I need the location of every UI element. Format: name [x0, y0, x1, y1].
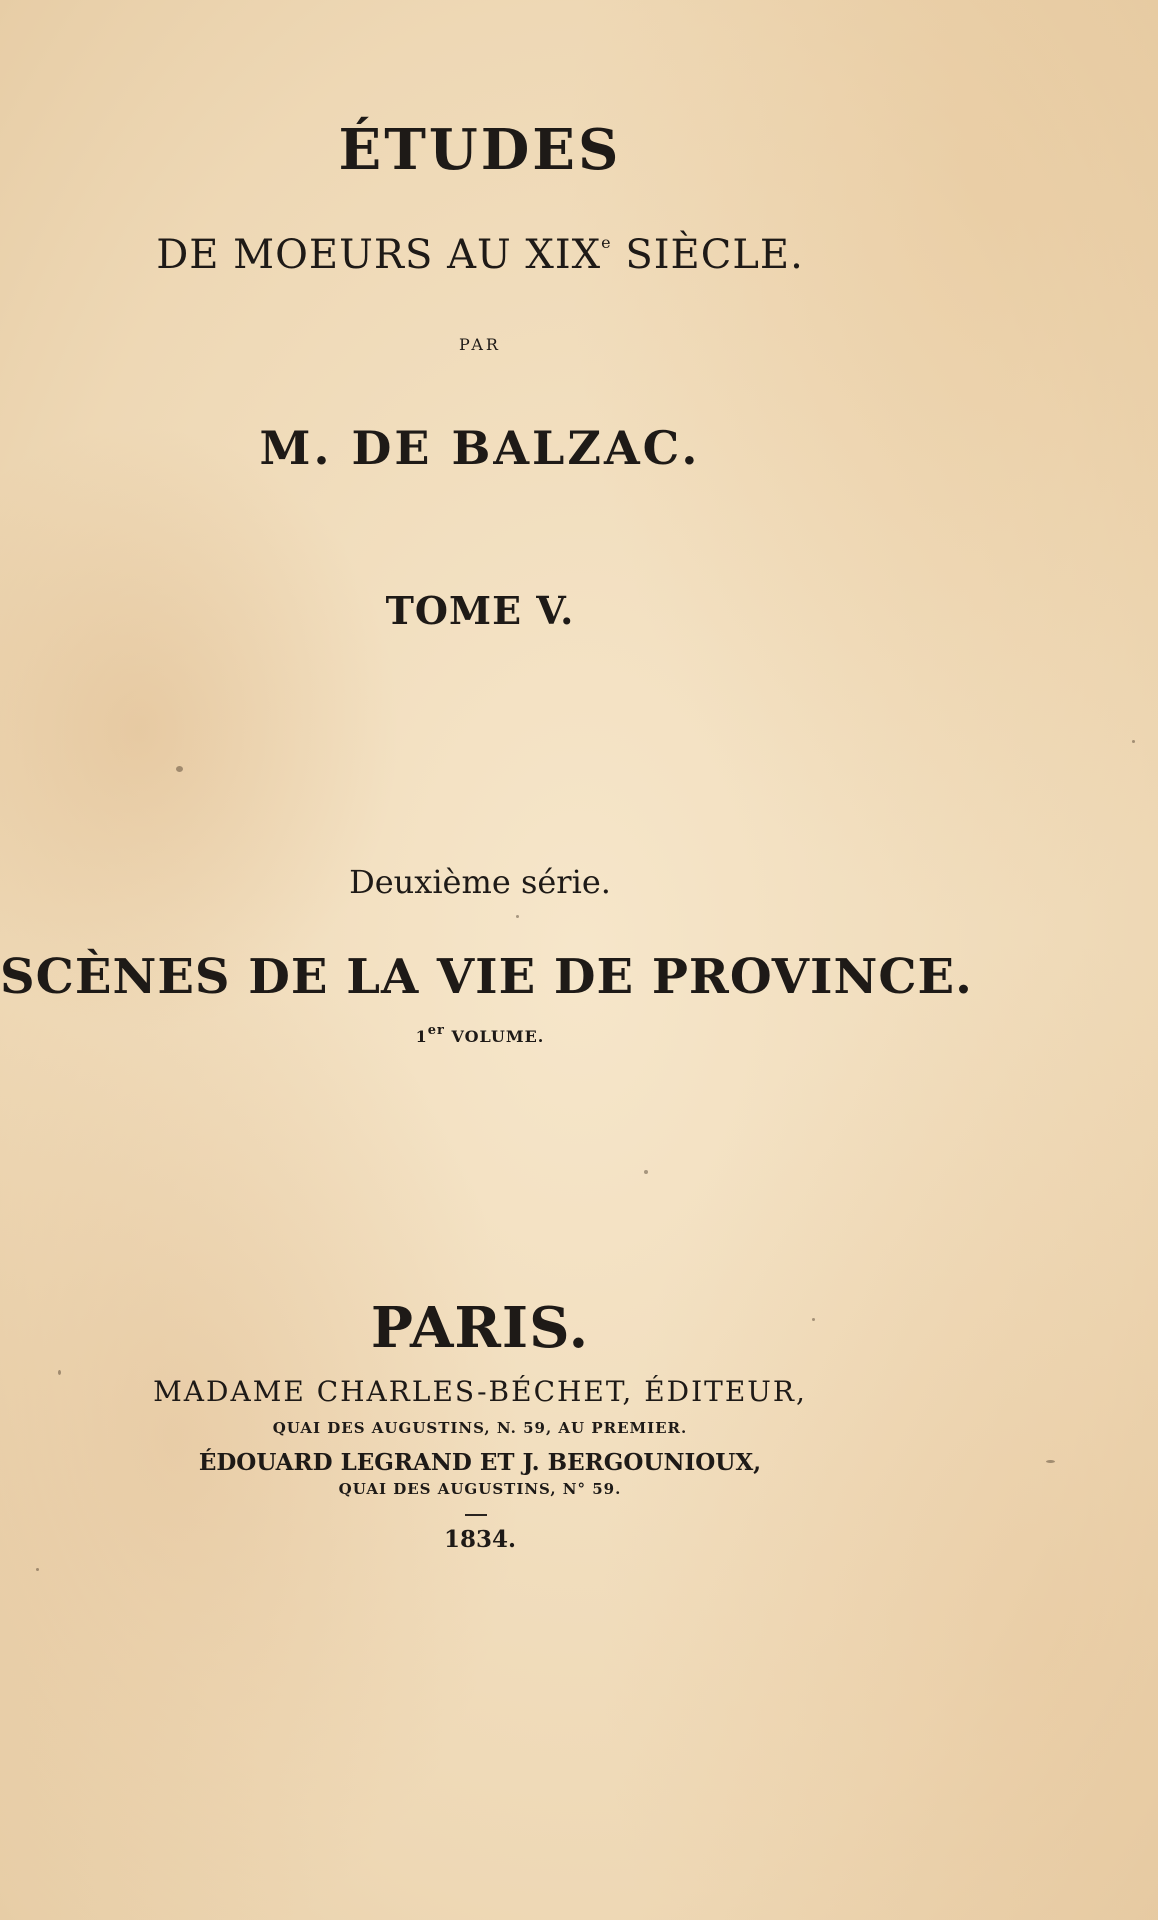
series-title: SCÈNES DE LA VIE DE PROVINCE.	[0, 949, 973, 1005]
publisher-address: QUAI DES AUGUSTINS, N. 59, AU PREMIER.	[272, 1419, 688, 1437]
paper-speck	[1046, 1460, 1055, 1463]
author-name: M. DE BALZAC.	[259, 421, 701, 475]
paper-speck	[812, 1318, 815, 1321]
paper-speck	[36, 1568, 39, 1571]
divider-rule	[465, 1514, 487, 1516]
paper-speck	[644, 1170, 648, 1174]
work-subtitle	[0, 232, 960, 278]
subtitle-end: SIÈCLE.	[611, 232, 804, 278]
publication-year: 1834.	[443, 1526, 517, 1553]
co-publishers-address: QUAI DES AUGUSTINS, N° 59.	[338, 1480, 622, 1498]
volume-word: VOLUME.	[444, 1027, 545, 1046]
series-label: Deuxième série.	[349, 863, 611, 901]
paper-speck	[176, 766, 183, 772]
subtitle-superscript: e	[601, 233, 612, 252]
volume-superscript: er	[427, 1023, 445, 1038]
co-publishers: ÉDOUARD LEGRAND ET J. BERGOUNIOUX,	[198, 1449, 762, 1476]
by-line: PAR	[459, 335, 501, 354]
publication-city: PARIS.	[370, 1295, 590, 1361]
publisher-name: MADAME CHARLES-BÉCHET, ÉDITEUR,	[153, 1375, 807, 1408]
paper-speck	[58, 1370, 61, 1375]
tome-number: TOME V.	[385, 588, 575, 633]
work-title: ÉTUDES	[338, 117, 622, 183]
paper-speck	[1132, 740, 1135, 743]
volume-label	[0, 1024, 960, 1045]
paper-speck	[516, 915, 519, 918]
subtitle-main: DE MOEURS AU XIX	[156, 232, 602, 278]
volume-number: 1	[415, 1027, 428, 1046]
